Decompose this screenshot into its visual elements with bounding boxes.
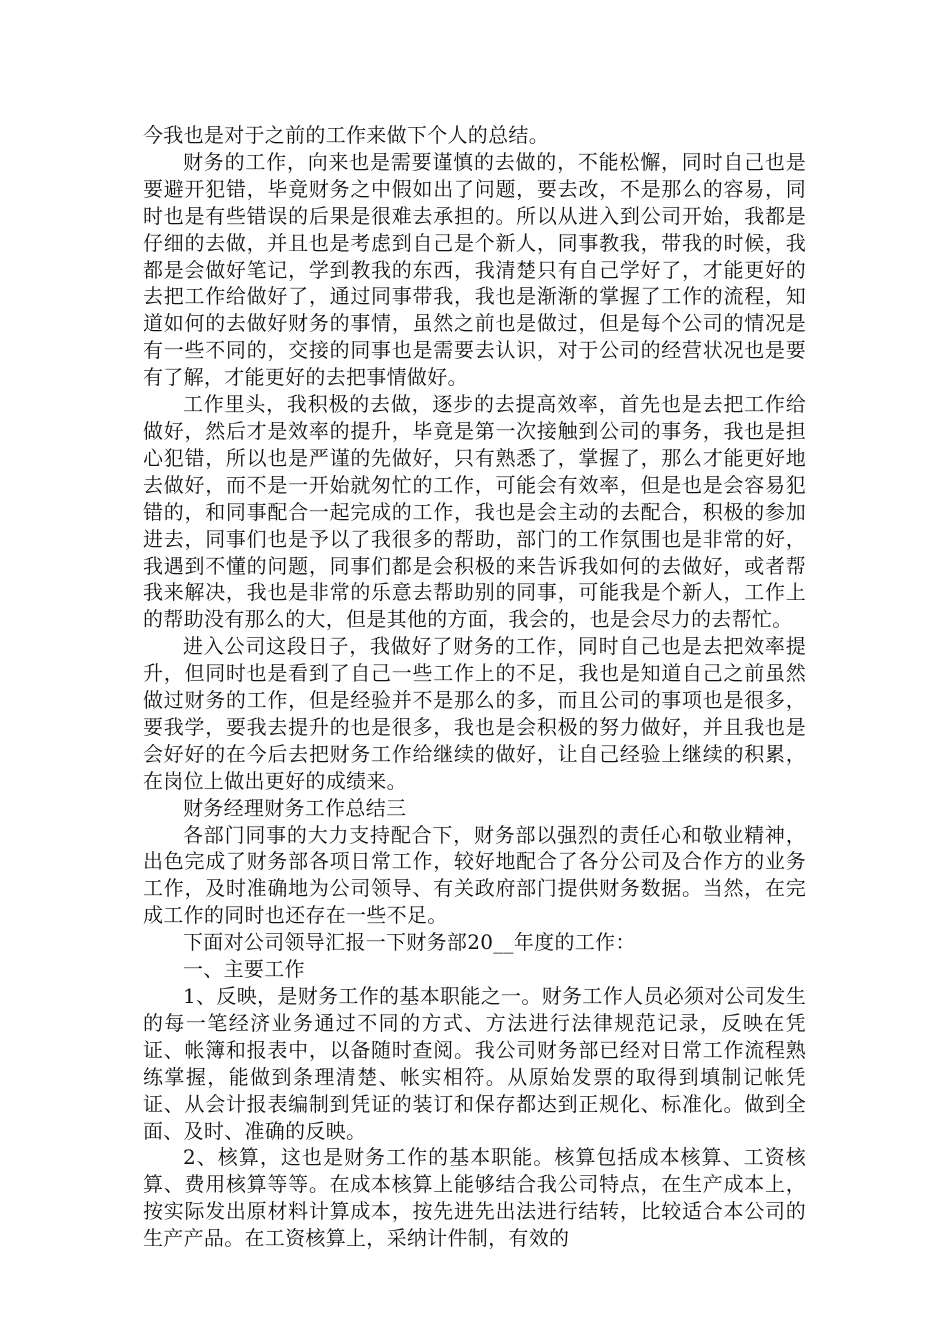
section-heading: 财务经理财务工作总结三 [183, 795, 407, 820]
paragraph-3: 工作里头，我积极的去做，逐步的去提高效率，首先也是去把工作给做好，然后才是效率的提升，毕竟是第一次接触到公司的事务，我也是担心犯错，所以也是严谨的先做好，只有熟悉了，掌握了，那么才能更好地去做好，而不是一开始就匆忙的工作，可能会有效率，但是也是会容易犯错的，和同事配合一起完成的工作，我也是会主动的去配合，积极的参加进去，同事们也是予以了我很多的帮助，部门的工作氛围也是非常的好，我遇到不懂的问题，同事们都是会积极的来告诉我如何的去做好，或者帮我来解决，我也是非常的乐意去帮助别的同事，可能我是个新人，工作上的帮助没有那么的大，但是其他的方面，我会的，也是会尽力的去帮忙。 [143, 392, 806, 632]
paragraph-2: 财务的工作，向来也是需要谨慎的去做的，不能松懈，同时自己也是要避开犯错，毕竟财务之中假如出了问题，要去改，不是那么的容易，同时也是有些错误的后果是很难去承担的。所以从进入到公司开始，我都是仔细的去做，并且也是考虑到自己是个新人，同事教我，带我的时候，我都是会做好笔记，学到教我的东西，我清楚只有自己学好了，才能更好的去把工作给做好了，通过同事带我，我也是渐渐的掌握了工作的流程，知道如何的去做好财务的事情，虽然之前也是做过，但是每个公司的情况是有一些不同的，交接的同事也是需要去认识，对于公司的经营状况也是要有了解，才能更好的去把事情做好。 [143, 149, 806, 390]
paragraph-6: 下面对公司领导汇报一下财务部20__年度的工作： [183, 930, 636, 955]
paragraph-1: 今我也是对于之前的工作来做下个人的总结。 [143, 123, 549, 147]
paragraph-7: 1、反映，是财务工作的基本职能之一。财务工作人员必须对公司发生的每一笔经济业务通过不同的方式、方法进行法律规范记录，反映在凭证、帐簿和报表中，以备随时查阅。我公司财务部已经对日常工作流程熟练掌握，能做到条理清楚、帐实相符。从原始发票的取得到填制记帐凭证、从会计报表编制到凭证的装订和保存都达到正规化、标准化。做到全面、及时、准确的反映。 [143, 984, 806, 1143]
document-page [143, 122, 806, 1252]
subheading-main-work: 一、主要工作 [183, 957, 305, 982]
paragraph-4: 进入公司这段日子，我做好了财务的工作，同时自己也是去把效率提升，但同时也是看到了自己一些工作上的不足，我也是知道自己之前虽然做过财务的工作，但是经验并不是那么的多，而且公司的事项也是很多，要我学，要我去提升的也是很多，我也是会积极的努力做好，并且我也是会好好的在今后去把财务工作给继续的做好，让自己经验上继续的积累，在岗位上做出更好的成绩来。 [143, 634, 806, 793]
paragraph-5: 各部门同事的大力支持配合下，财务部以强烈的责任心和敬业精神，出色完成了财务部各项日常工作，较好地配合了各分公司及合作方的业务工作，及时准确地为公司领导、有关政府部门提供财务数据。当然，在完成工作的同时也还存在一些不足。 [143, 822, 806, 928]
paragraph-8: 2、核算，这也是财务工作的基本职能。核算包括成本核算、工资核算、费用核算等等。在成本核算上能够结合我公司特点，在生产成本上，按实际发出原材料计算成本，按先进先出法进行结转，比较适合本公司的生产产品。在工资核算上，采纳计件制，有效的 [143, 1145, 806, 1251]
